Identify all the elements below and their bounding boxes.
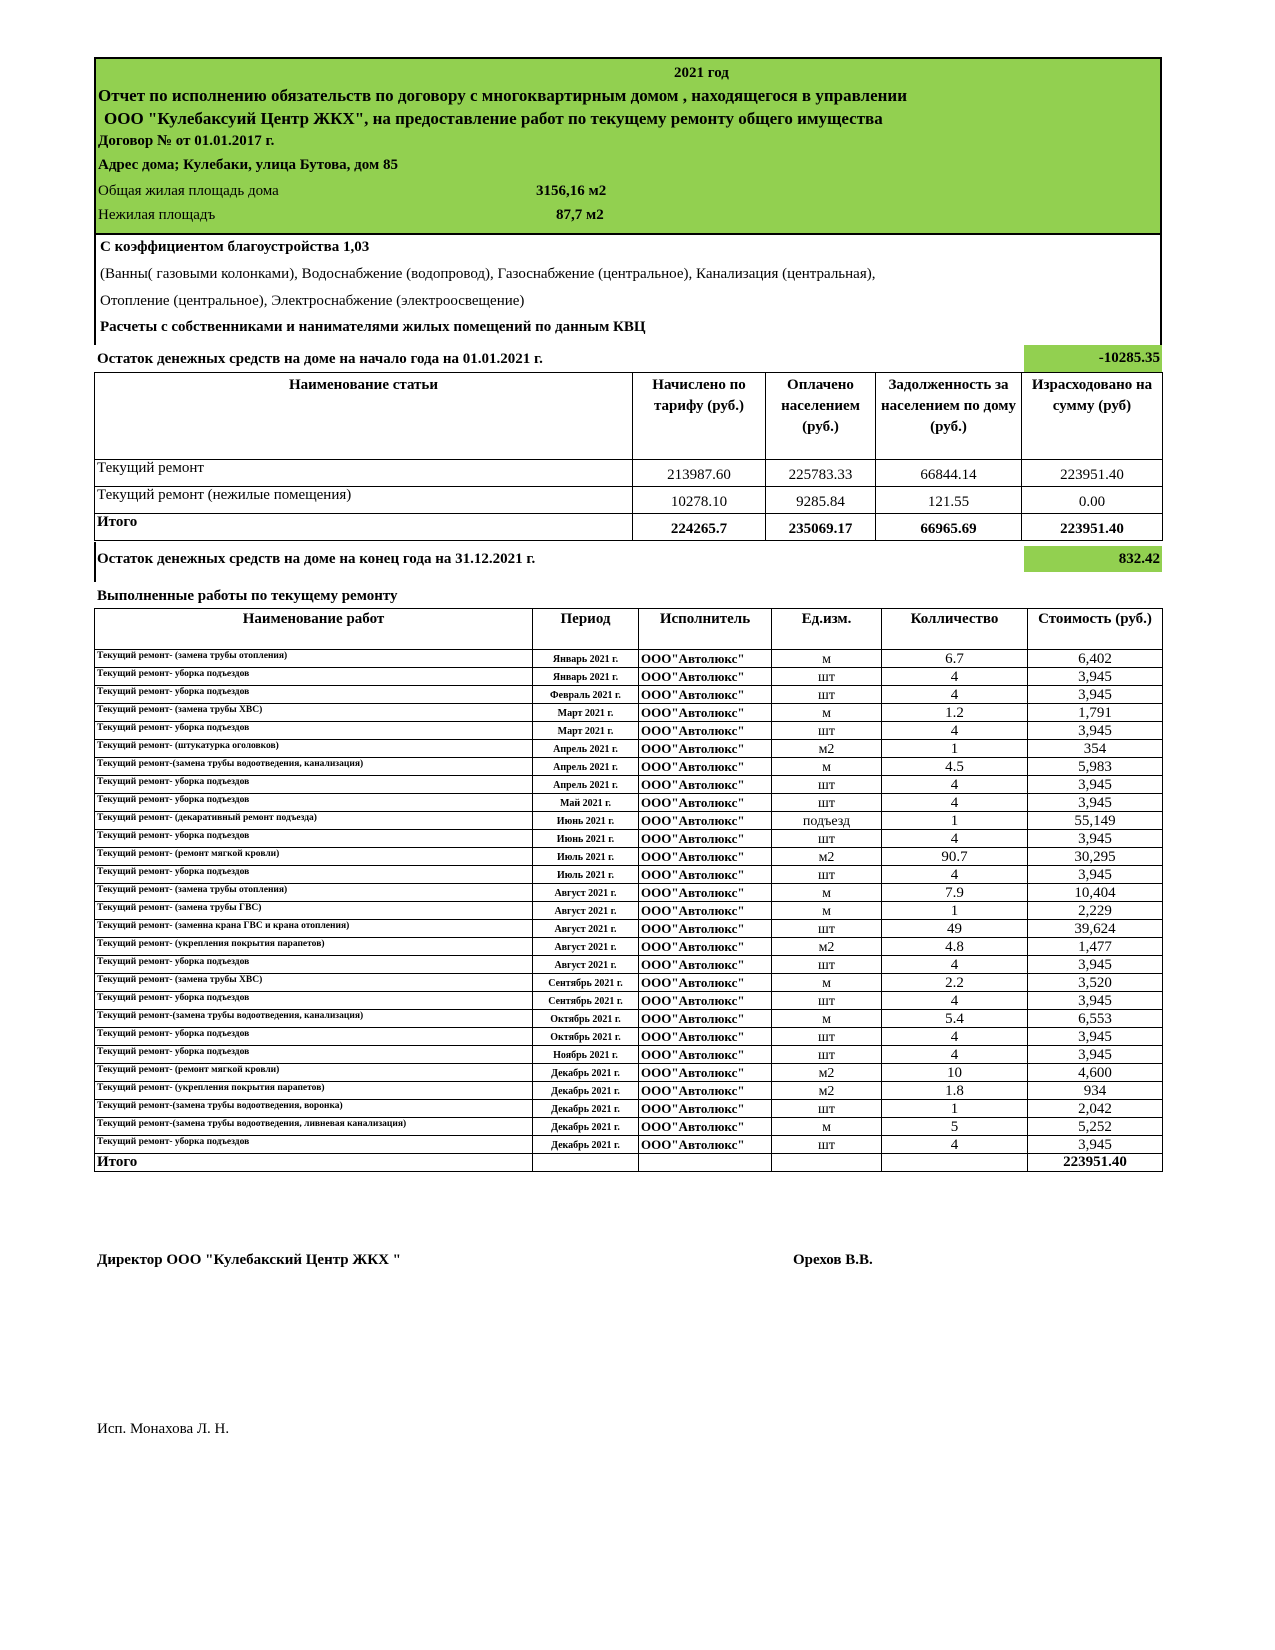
work-name: Текущий ремонт- (ремонт мягкой кровли) (95, 1064, 533, 1082)
works-row (95, 704, 1163, 722)
works-total-value: 223951.40 (1028, 1154, 1163, 1172)
work-cost: 3,945 (1028, 830, 1163, 848)
work-unit: шт (772, 686, 882, 704)
work-period: Август 2021 г. (533, 938, 639, 956)
amenities-line1: (Ванны( газовыми колонками), Водоснабжение (водопровод), Газоснабжение (центральное), Канализация (центральная), (100, 266, 876, 282)
executor-name: Исп. Монахова Л. Н. (97, 1421, 230, 1437)
work-unit: шт (772, 776, 882, 794)
work-executor: ООО"Автолюкс" (639, 974, 772, 992)
work-cost: 3,945 (1028, 1028, 1163, 1046)
work-unit: шт (772, 830, 882, 848)
work-unit: м (772, 884, 882, 902)
summary-header-name: Наименование статьи (95, 373, 633, 460)
works-total-empty (882, 1154, 1028, 1172)
work-period: Март 2021 г. (533, 704, 639, 722)
summary-total-cell: 223951.40 (1022, 514, 1163, 541)
work-quantity: 4 (882, 722, 1028, 740)
work-unit: м (772, 1010, 882, 1028)
work-cost: 3,945 (1028, 722, 1163, 740)
living-area-value: 3156,16 м2 (536, 183, 607, 199)
work-executor: ООО"Автолюкс" (639, 740, 772, 758)
work-period: Декабрь 2021 г. (533, 1064, 639, 1082)
work-quantity: 5.4 (882, 1010, 1028, 1028)
work-cost: 5,252 (1028, 1118, 1163, 1136)
work-cost: 10,404 (1028, 884, 1163, 902)
work-period: Апрель 2021 г. (533, 758, 639, 776)
summary-header-paid: Оплачено населением (руб.) (766, 373, 876, 460)
work-name: Текущий ремонт- уборка подъездов (95, 668, 533, 686)
work-executor: ООО"Автолюкс" (639, 1064, 772, 1082)
work-executor: ООО"Автолюкс" (639, 848, 772, 866)
work-unit: подъезд (772, 812, 882, 830)
work-executor: ООО"Автолюкс" (639, 902, 772, 920)
works-row (95, 758, 1163, 776)
summary-cell: 10278.10 (633, 487, 766, 514)
work-period: Сентябрь 2021 г. (533, 974, 639, 992)
work-quantity: 4 (882, 686, 1028, 704)
settlements-text: Расчеты с собственниками и нанимателями жилых помещений по данным КВЦ (100, 319, 646, 335)
works-header-unit: Ед.изм. (772, 609, 882, 650)
work-quantity: 90.7 (882, 848, 1028, 866)
work-executor: ООО"Автолюкс" (639, 992, 772, 1010)
works-row (95, 686, 1163, 704)
work-cost: 55,149 (1028, 812, 1163, 830)
end-balance-value: 832.42 (1024, 546, 1162, 572)
works-header-cost: Стоимость (руб.) (1028, 609, 1163, 650)
summary-header-row (95, 373, 1163, 460)
summary-header-spent: Израсходовано на сумму (руб) (1022, 373, 1163, 460)
work-name: Текущий ремонт-(замена трубы водоотведения, ливневая канализация) (95, 1118, 533, 1136)
work-name: Текущий ремонт- (замена трубы отопления) (95, 650, 533, 668)
works-row (95, 830, 1163, 848)
works-row (95, 1082, 1163, 1100)
work-unit: м (772, 902, 882, 920)
work-quantity: 4 (882, 1046, 1028, 1064)
work-executor: ООО"Автолюкс" (639, 1082, 772, 1100)
work-cost: 6,402 (1028, 650, 1163, 668)
works-row (95, 794, 1163, 812)
work-name: Текущий ремонт- уборка подъездов (95, 1046, 533, 1064)
work-quantity: 1 (882, 812, 1028, 830)
work-quantity: 7.9 (882, 884, 1028, 902)
works-header-row (95, 609, 1163, 650)
work-unit: м (772, 1118, 882, 1136)
work-name: Текущий ремонт- (штукатурка оголовков) (95, 740, 533, 758)
work-quantity: 1 (882, 902, 1028, 920)
works-row (95, 938, 1163, 956)
work-name: Текущий ремонт-(замена трубы водоотведения, канализация) (95, 758, 533, 776)
work-period: Декабрь 2021 г. (533, 1118, 639, 1136)
summary-header-charged: Начислено по тарифу (руб.) (633, 373, 766, 460)
summary-total-cell: 235069.17 (766, 514, 876, 541)
works-row (95, 1100, 1163, 1118)
work-period: Сентябрь 2021 г. (533, 992, 639, 1010)
work-unit: шт (772, 1028, 882, 1046)
work-period: Июнь 2021 г. (533, 830, 639, 848)
work-cost: 1,791 (1028, 704, 1163, 722)
work-executor: ООО"Автолюкс" (639, 1046, 772, 1064)
work-quantity: 4.5 (882, 758, 1028, 776)
report-year: 2021 год (674, 65, 729, 81)
work-name: Текущий ремонт- (ремонт мягкой кровли) (95, 848, 533, 866)
summary-row (95, 460, 1163, 487)
works-row (95, 902, 1163, 920)
nonliving-area-value: 87,7 м2 (556, 207, 604, 223)
summary-total-row (95, 514, 1163, 541)
work-cost: 3,945 (1028, 866, 1163, 884)
work-cost: 3,945 (1028, 956, 1163, 974)
work-unit: шт (772, 794, 882, 812)
work-quantity: 4.8 (882, 938, 1028, 956)
work-name: Текущий ремонт- уборка подъездов (95, 956, 533, 974)
work-cost: 2,229 (1028, 902, 1163, 920)
work-name: Текущий ремонт-(замена трубы водоотведения, канализация) (95, 1010, 533, 1028)
works-row (95, 668, 1163, 686)
works-row (95, 974, 1163, 992)
work-name: Текущий ремонт- уборка подъездов (95, 866, 533, 884)
work-unit: м2 (772, 938, 882, 956)
work-unit: м2 (772, 1082, 882, 1100)
work-executor: ООО"Автолюкс" (639, 938, 772, 956)
work-name: Текущий ремонт- уборка подъездов (95, 992, 533, 1010)
work-unit: шт (772, 668, 882, 686)
works-table (94, 608, 1163, 1172)
summary-row (95, 487, 1163, 514)
work-name: Текущий ремонт- уборка подъездов (95, 1136, 533, 1154)
works-row (95, 722, 1163, 740)
amenities-line2: Отопление (центральное), Электроснабжение (электроосвещение) (100, 293, 525, 309)
work-cost: 3,945 (1028, 794, 1163, 812)
work-executor: ООО"Автолюкс" (639, 650, 772, 668)
work-unit: м (772, 704, 882, 722)
summary-cell: 66844.14 (876, 460, 1022, 487)
work-unit: м (772, 974, 882, 992)
works-total-empty (772, 1154, 882, 1172)
work-quantity: 4 (882, 992, 1028, 1010)
director-title: Директор ООО "Кулебакский Центр ЖКХ " (97, 1252, 401, 1268)
work-executor: ООО"Автолюкс" (639, 830, 772, 848)
work-cost: 934 (1028, 1082, 1163, 1100)
work-unit: шт (772, 722, 882, 740)
summary-cell: 213987.60 (633, 460, 766, 487)
report-header (94, 57, 1162, 235)
work-quantity: 1.2 (882, 704, 1028, 722)
works-row (95, 1010, 1163, 1028)
work-period: Август 2021 г. (533, 920, 639, 938)
works-row (95, 812, 1163, 830)
works-header-period: Период (533, 609, 639, 650)
work-period: Август 2021 г. (533, 956, 639, 974)
works-row (95, 866, 1163, 884)
house-info (94, 235, 1162, 345)
work-period: Июнь 2021 г. (533, 812, 639, 830)
work-cost: 3,945 (1028, 668, 1163, 686)
work-cost: 3,945 (1028, 1136, 1163, 1154)
work-name: Текущий ремонт- уборка подъездов (95, 794, 533, 812)
work-name: Текущий ремонт- (заменна крана ГВС и крана отопления) (95, 920, 533, 938)
work-executor: ООО"Автолюкс" (639, 884, 772, 902)
work-quantity: 4 (882, 776, 1028, 794)
work-quantity: 4 (882, 830, 1028, 848)
coef-text: С коэффициентом благоустройства 1,03 (100, 239, 370, 255)
work-executor: ООО"Автолюкс" (639, 1118, 772, 1136)
work-executor: ООО"Автолюкс" (639, 1010, 772, 1028)
work-cost: 4,600 (1028, 1064, 1163, 1082)
nonliving-area-label: Нежилая площадъ (98, 207, 216, 223)
end-balance-label: Остаток денежных средств на доме на конец года на 31.12.2021 г. (97, 551, 536, 567)
work-period: Январь 2021 г. (533, 668, 639, 686)
work-cost: 3,945 (1028, 1046, 1163, 1064)
work-executor: ООО"Автолюкс" (639, 1028, 772, 1046)
work-period: Декабрь 2021 г. (533, 1082, 639, 1100)
work-executor: ООО"Автолюкс" (639, 866, 772, 884)
work-cost: 3,945 (1028, 992, 1163, 1010)
work-quantity: 49 (882, 920, 1028, 938)
work-executor: ООО"Автолюкс" (639, 794, 772, 812)
work-unit: м2 (772, 1064, 882, 1082)
work-period: Апрель 2021 г. (533, 776, 639, 794)
work-executor: ООО"Автолюкс" (639, 956, 772, 974)
works-row (95, 920, 1163, 938)
contract-info: Договор № от 01.01.2017 г. (98, 133, 275, 149)
work-unit: шт (772, 1046, 882, 1064)
work-name: Текущий ремонт- (декаративный ремонт подъезда) (95, 812, 533, 830)
works-row (95, 992, 1163, 1010)
work-name: Текущий ремонт- (укрепления покрытия парапетов) (95, 938, 533, 956)
work-unit: шт (772, 1100, 882, 1118)
director-name: Орехов В.В. (793, 1252, 873, 1268)
report-title-line1: Отчет по исполнению обязательств по договору с многоквартирным домом , находящегося в управлении (98, 86, 908, 105)
work-quantity: 2.2 (882, 974, 1028, 992)
summary-header-debt: Задолженность за населением по дому (руб.) (876, 373, 1022, 460)
works-row (95, 1064, 1163, 1082)
work-executor: ООО"Автолюкс" (639, 758, 772, 776)
work-cost: 5,983 (1028, 758, 1163, 776)
work-unit: м (772, 650, 882, 668)
works-title: Выполненные работы по текущему ремонту (97, 588, 398, 604)
work-period: Март 2021 г. (533, 722, 639, 740)
work-executor: ООО"Автолюкс" (639, 668, 772, 686)
work-executor: ООО"Автолюкс" (639, 704, 772, 722)
works-total-empty (533, 1154, 639, 1172)
work-period: Февраль 2021 г. (533, 686, 639, 704)
work-executor: ООО"Автолюкс" (639, 686, 772, 704)
work-name: Текущий ремонт- уборка подъездов (95, 1028, 533, 1046)
works-total-label: Итого (95, 1154, 533, 1172)
work-cost: 2,042 (1028, 1100, 1163, 1118)
works-row (95, 650, 1163, 668)
work-period: Август 2021 г. (533, 902, 639, 920)
summary-cell: Текущий ремонт (нежилые помещения) (95, 487, 633, 514)
work-name: Текущий ремонт- (замена трубы ХВС) (95, 704, 533, 722)
work-name: Текущий ремонт- (укрепления покрытия парапетов) (95, 1082, 533, 1100)
work-name: Текущий ремонт- (замена трубы ГВС) (95, 902, 533, 920)
summary-total-cell: 224265.7 (633, 514, 766, 541)
works-total-row (95, 1154, 1163, 1172)
house-address: Адрес дома; Кулебаки, улица Бутова, дом 85 (98, 157, 398, 173)
summary-cell: 225783.33 (766, 460, 876, 487)
work-quantity: 1.8 (882, 1082, 1028, 1100)
summary-cell: 223951.40 (1022, 460, 1163, 487)
summary-total-cell: 66965.69 (876, 514, 1022, 541)
living-area-label: Общая жилая площадь дома (98, 183, 279, 199)
work-unit: шт (772, 866, 882, 884)
work-name: Текущий ремонт- (замена трубы ХВС) (95, 974, 533, 992)
work-quantity: 4 (882, 1136, 1028, 1154)
works-header-quantity: Колличество (882, 609, 1028, 650)
summary-cell: 0.00 (1022, 487, 1163, 514)
work-period: Декабрь 2021 г. (533, 1100, 639, 1118)
work-period: Декабрь 2021 г. (533, 1136, 639, 1154)
works-row (95, 1028, 1163, 1046)
work-name: Текущий ремонт- уборка подъездов (95, 722, 533, 740)
work-executor: ООО"Автолюкс" (639, 1136, 772, 1154)
work-quantity: 10 (882, 1064, 1028, 1082)
work-quantity: 4 (882, 866, 1028, 884)
work-period: Октябрь 2021 г. (533, 1028, 639, 1046)
works-row (95, 1046, 1163, 1064)
summary-cell: 9285.84 (766, 487, 876, 514)
works-total-empty (639, 1154, 772, 1172)
summary-table (94, 372, 1163, 541)
work-unit: м (772, 758, 882, 776)
works-row (95, 884, 1163, 902)
work-period: Апрель 2021 г. (533, 740, 639, 758)
work-quantity: 4 (882, 794, 1028, 812)
work-executor: ООО"Автолюкс" (639, 776, 772, 794)
work-period: Июль 2021 г. (533, 848, 639, 866)
works-row (95, 848, 1163, 866)
work-unit: шт (772, 992, 882, 1010)
work-period: Август 2021 г. (533, 884, 639, 902)
works-header-name: Наименование работ (95, 609, 533, 650)
summary-cell: 121.55 (876, 487, 1022, 514)
left-border (94, 542, 96, 582)
work-quantity: 1 (882, 740, 1028, 758)
work-period: Май 2021 г. (533, 794, 639, 812)
work-cost: 6,553 (1028, 1010, 1163, 1028)
work-name: Текущий ремонт-(замена трубы водоотведения, воронка) (95, 1100, 533, 1118)
work-quantity: 6.7 (882, 650, 1028, 668)
work-executor: ООО"Автолюкс" (639, 1100, 772, 1118)
summary-cell: Текущий ремонт (95, 460, 633, 487)
work-period: Октябрь 2021 г. (533, 1010, 639, 1028)
work-unit: шт (772, 920, 882, 938)
work-period: Ноябрь 2021 г. (533, 1046, 639, 1064)
work-quantity: 4 (882, 668, 1028, 686)
work-unit: м2 (772, 848, 882, 866)
summary-total-label: Итого (95, 514, 633, 541)
work-quantity: 1 (882, 1100, 1028, 1118)
work-period: Январь 2021 г. (533, 650, 639, 668)
work-cost: 30,295 (1028, 848, 1163, 866)
report-title-line2: ООО "Кулебаксуий Центр ЖКХ", на предоставление работ по текущему ремонту общего имущества (104, 109, 883, 128)
works-header-executor: Исполнитель (639, 609, 772, 650)
work-name: Текущий ремонт- (замена трубы отопления) (95, 884, 533, 902)
work-name: Текущий ремонт- уборка подъездов (95, 686, 533, 704)
works-row (95, 1136, 1163, 1154)
work-cost: 1,477 (1028, 938, 1163, 956)
works-row (95, 740, 1163, 758)
start-balance-value: -10285.35 (1024, 345, 1162, 372)
work-quantity: 4 (882, 1028, 1028, 1046)
works-row (95, 956, 1163, 974)
works-row (95, 1118, 1163, 1136)
work-period: Июль 2021 г. (533, 866, 639, 884)
work-unit: м2 (772, 740, 882, 758)
works-row (95, 776, 1163, 794)
work-quantity: 5 (882, 1118, 1028, 1136)
work-executor: ООО"Автолюкс" (639, 722, 772, 740)
work-executor: ООО"Автолюкс" (639, 920, 772, 938)
work-cost: 3,520 (1028, 974, 1163, 992)
work-name: Текущий ремонт- уборка подъездов (95, 776, 533, 794)
work-unit: шт (772, 956, 882, 974)
work-cost: 39,624 (1028, 920, 1163, 938)
work-name: Текущий ремонт- уборка подъездов (95, 830, 533, 848)
work-cost: 3,945 (1028, 686, 1163, 704)
start-balance-label: Остаток денежных средств на доме на начало года на 01.01.2021 г. (97, 351, 543, 367)
work-unit: шт (772, 1136, 882, 1154)
work-executor: ООО"Автолюкс" (639, 812, 772, 830)
work-cost: 354 (1028, 740, 1163, 758)
work-cost: 3,945 (1028, 776, 1163, 794)
work-quantity: 4 (882, 956, 1028, 974)
